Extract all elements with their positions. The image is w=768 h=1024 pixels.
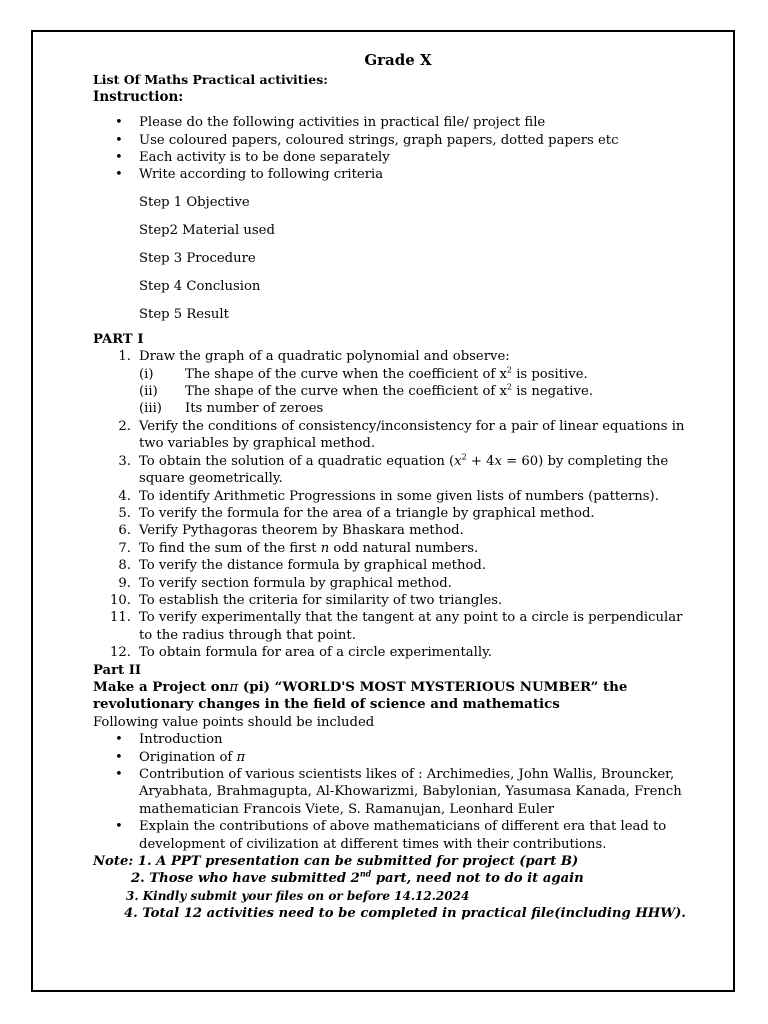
activity-item: 1. Draw the graph of a quadratic polynomial and observe: xyxy=(118,349,510,365)
step-criteria xyxy=(139,194,693,323)
activity-item: 9. To verify section formula by graphical method. xyxy=(118,575,452,591)
bullet-icon: • xyxy=(115,115,123,131)
step-item: Step2 Material used xyxy=(139,222,275,238)
value-points-list xyxy=(93,731,693,853)
note-2: 2. Those who have submitted 2nd part, need not to do it again xyxy=(131,869,584,887)
list-item: • Write according to following criteria xyxy=(115,167,384,183)
list-item: • Please do the following activities in practical file/ project file xyxy=(115,115,546,131)
pi-symbol: π xyxy=(236,749,246,765)
activity-item: 11. To verify experimentally that the tangent at any point to a circle is perpendicular to the radius through that point. xyxy=(110,610,683,643)
sub-item: (i) The shape of the curve when the coefficient of $x^2$ is positive. xyxy=(139,365,588,382)
activity-item: 5. To verify the formula for the area of a triangle by graphical method. xyxy=(118,505,595,521)
part1-activities xyxy=(93,348,693,365)
instruction-list xyxy=(93,114,693,184)
bullet-icon: • xyxy=(115,732,123,748)
list-heading: List Of Maths Practical activities: xyxy=(93,72,328,88)
step-item: Step 1 Objective xyxy=(139,194,250,210)
list-item: • Origination of π xyxy=(115,749,246,765)
step-item: Step 5 Result xyxy=(139,306,229,322)
part1-activities-cont xyxy=(93,418,693,662)
note-4: 4. Total 12 activities need to be completed in practical file(including HHW). xyxy=(124,906,686,922)
bullet-icon: • xyxy=(115,132,123,148)
list-item: • Explain the contributions of above mathematicians of different era that lead to development of civilization at different times with their contributions. xyxy=(115,819,667,852)
activity-item: 8. To verify the distance formula by graphical method. xyxy=(118,558,487,574)
bullet-icon: • xyxy=(115,819,123,835)
activity-item: 3. To obtain the solution of a quadratic equation $(x^2 + 4x = 60)$ by completing the square geometrically. xyxy=(118,452,669,487)
value-points-intro: Following value points should be included xyxy=(93,714,375,730)
bullet-icon: • xyxy=(115,167,123,183)
sub-item: (ii) The shape of the curve when the coefficient of $x^2$ is negative. xyxy=(139,382,593,400)
document-body xyxy=(93,52,693,923)
bullet-icon: • xyxy=(115,767,123,782)
sub-item: (iii) Its number of zeroes xyxy=(139,401,324,417)
activity-item: 4. To identify Arithmetic Progressions in some given lists of numbers (patterns). xyxy=(118,488,659,504)
list-item: • Introduction xyxy=(115,732,223,748)
activity-item: 2. Verify the conditions of consistency/inconsistency for a pair of linear equations in two variables by graphical method. xyxy=(118,418,685,452)
project-title: Make a Project onπ (pi) “WORLD'S MOST MYSTERIOUS NUMBER” the revolutionary changes in the field of science and mathematics xyxy=(93,678,628,713)
step-item: Step 4 Conclusion xyxy=(139,278,261,294)
list-item: • Use coloured papers, coloured strings, graph papers, dotted papers etc xyxy=(115,132,619,148)
part1-heading: PART I xyxy=(93,331,144,347)
note-3: 3. Kindly submit your files on or before 14.12.2024 xyxy=(126,888,470,903)
activity-item: 7. To find the sum of the first n odd natural numbers. xyxy=(118,540,479,556)
part2-heading: Part II xyxy=(93,662,142,678)
step-item: Step 3 Procedure xyxy=(139,250,256,266)
activity-item: 10. To establish the criteria for similarity of two triangles. xyxy=(110,592,503,608)
bullet-icon: • xyxy=(115,749,123,765)
instruction-heading: Instruction: xyxy=(93,88,184,105)
list-item: • Contribution of various scientists likes of : Archimedies, John Wallis, Brouncker, Aryabhata, Brahmagupta, Al-Khowarizmi, Babylonian, Yasumasa Kanada, French mathematician Francois Viete, S. Ramanujan, Leonhard Euler xyxy=(115,767,682,817)
pi-symbol: π xyxy=(229,679,239,695)
activity-item: 12. To obtain formula for area of a circle experimentally. xyxy=(110,645,492,661)
page-title: Grade X xyxy=(364,51,432,69)
activity-item: 6. Verify Pythagoras theorem by Bhaskara method. xyxy=(118,523,464,539)
notes xyxy=(93,853,693,923)
bullet-icon: • xyxy=(115,150,123,166)
note-1: Note: 1. A PPT presentation can be submitted for project (part B) xyxy=(93,854,579,870)
list-item: • Each activity is to be done separately xyxy=(115,150,390,166)
